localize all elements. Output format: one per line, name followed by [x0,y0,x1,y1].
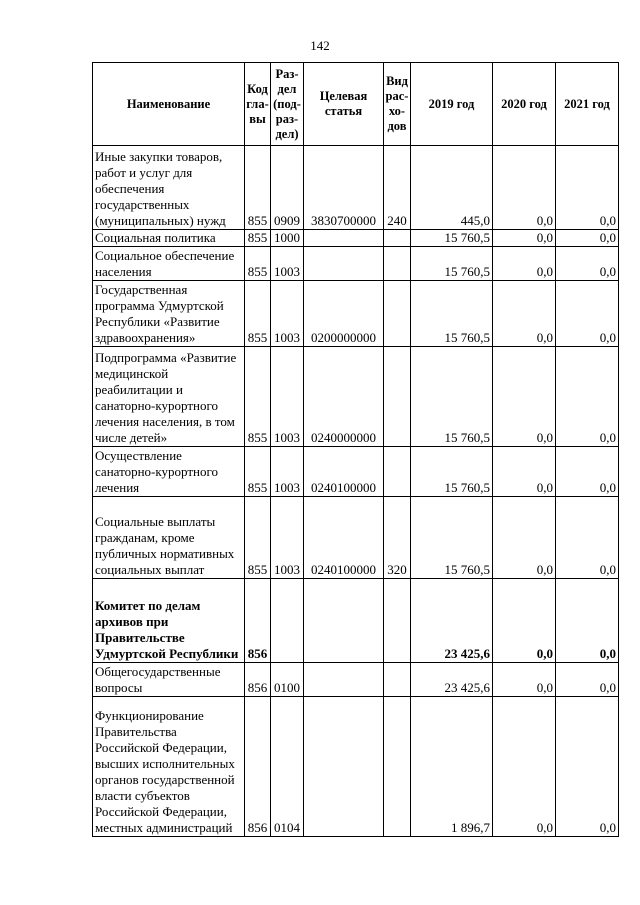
cell-vid [384,247,411,281]
cell-name: Подпрограмма «Развитие медицинской реабилитации и санаторно-курортного лечения населения, в том числе детей» [93,347,245,447]
cell-2020: 0,0 [493,579,556,663]
cell-glava: 856 [245,697,271,837]
cell-razdel: 0104 [271,697,304,837]
cell-2021: 0,0 [556,347,619,447]
cell-razdel: 1000 [271,230,304,247]
header-vid-line: дов [387,119,407,133]
cell-name: Социальные выплаты гражданам, кроме публичных нормативных социальных выплат [93,497,245,579]
cell-2021: 0,0 [556,497,619,579]
cell-vid [384,579,411,663]
header-glava-line: вы [249,111,266,126]
cell-target [304,579,384,663]
cell-vid: 240 [384,146,411,230]
cell-2021: 0,0 [556,230,619,247]
cell-2019: 1 896,7 [411,697,493,837]
cell-razdel: 0909 [271,146,304,230]
cell-name: Социальная политика [93,230,245,247]
cell-2021: 0,0 [556,579,619,663]
cell-vid [384,281,411,347]
cell-glava: 855 [245,230,271,247]
cell-2019: 15 760,5 [411,447,493,497]
cell-razdel [271,579,304,663]
cell-2021: 0,0 [556,697,619,837]
cell-glava: 856 [245,579,271,663]
header-2020: 2020 год [493,63,556,146]
cell-razdel: 1003 [271,347,304,447]
cell-name: Общегосударственные вопросы [93,663,245,697]
header-razdel [271,63,304,146]
header-target-line: статья [324,104,363,118]
header-glava-line: гла- [246,96,269,111]
cell-razdel: 1003 [271,281,304,347]
header-razdel-line: дел [277,81,297,96]
table-row [93,230,619,247]
cell-target: 0240100000 [304,497,384,579]
cell-glava: 855 [245,146,271,230]
cell-2020: 0,0 [493,281,556,347]
header-razdel-line: дел) [275,126,299,141]
table-row [93,247,619,281]
cell-2019: 15 760,5 [411,247,493,281]
cell-2020: 0,0 [493,247,556,281]
table-row [93,579,619,663]
cell-glava: 855 [245,247,271,281]
cell-target [304,663,384,697]
cell-razdel: 0100 [271,663,304,697]
cell-vid [384,697,411,837]
header-name: Наименование [93,63,245,146]
cell-target [304,230,384,247]
page-number: 142 [310,38,330,53]
cell-2020: 0,0 [493,347,556,447]
cell-vid [384,230,411,247]
table-row [93,146,619,230]
header-razdel-line: Раз- [275,66,299,81]
cell-2019: 15 760,5 [411,281,493,347]
cell-name: Функционирование Правительства Российской Федерации, высших исполнительных органов государственной власти субъектов Российской Федерации, местных администраций [93,697,245,837]
cell-2019: 23 425,6 [411,579,493,663]
cell-vid [384,347,411,447]
cell-target: 0240000000 [304,347,384,447]
budget-table [92,62,619,837]
cell-2019: 15 760,5 [411,230,493,247]
cell-2020: 0,0 [493,497,556,579]
cell-2021: 0,0 [556,146,619,230]
cell-glava: 855 [245,447,271,497]
table-row [93,447,619,497]
cell-name: Государственная программа Удмуртской Республики «Развитие здравоохранения» [93,281,245,347]
cell-razdel: 1003 [271,247,304,281]
cell-2020: 0,0 [493,447,556,497]
header-vid-line: рас- [385,89,409,103]
cell-target: 0240100000 [304,447,384,497]
cell-target: 0200000000 [304,281,384,347]
header-vid-line: хо- [388,104,406,118]
cell-glava: 856 [245,663,271,697]
cell-2019: 445,0 [411,146,493,230]
cell-2021: 0,0 [556,447,619,497]
cell-razdel: 1003 [271,447,304,497]
table-header [93,63,619,146]
cell-2020: 0,0 [493,230,556,247]
header-vid [384,63,411,146]
header-target [304,63,384,146]
cell-2019: 15 760,5 [411,497,493,579]
header-glava-line: Код [247,81,268,96]
header-2019: 2019 год [411,63,493,146]
cell-glava: 855 [245,347,271,447]
cell-2020: 0,0 [493,663,556,697]
table-row [93,697,619,837]
table-body [93,146,619,837]
cell-name: Иные закупки товаров, работ и услуг для обеспечения государственных (муниципальных) нужд [93,146,245,230]
cell-vid: 320 [384,497,411,579]
header-vid-line: Вид [386,74,408,88]
cell-2020: 0,0 [493,697,556,837]
cell-glava: 855 [245,281,271,347]
cell-target [304,247,384,281]
cell-2021: 0,0 [556,663,619,697]
cell-name: Социальное обеспечение населения [93,247,245,281]
header-glava [245,63,271,146]
cell-2021: 0,0 [556,247,619,281]
table-row [93,497,619,579]
header-target-line: Целевая [319,89,368,103]
cell-glava: 855 [245,497,271,579]
cell-razdel: 1003 [271,497,304,579]
cell-name: Осуществление санаторно-курортного лечения [93,447,245,497]
header-2021: 2021 год [556,63,619,146]
cell-2019: 23 425,6 [411,663,493,697]
cell-2020: 0,0 [493,146,556,230]
header-razdel-line: раз- [275,111,299,126]
header-razdel-line: (под- [273,96,301,111]
cell-2019: 15 760,5 [411,347,493,447]
table-row [93,281,619,347]
cell-target [304,697,384,837]
table-row [93,663,619,697]
cell-target: 3830700000 [304,146,384,230]
table-row [93,347,619,447]
cell-vid [384,447,411,497]
cell-2021: 0,0 [556,281,619,347]
cell-name: Комитет по делам архивов при Правительстве Удмуртской Республики [93,579,245,663]
cell-vid [384,663,411,697]
